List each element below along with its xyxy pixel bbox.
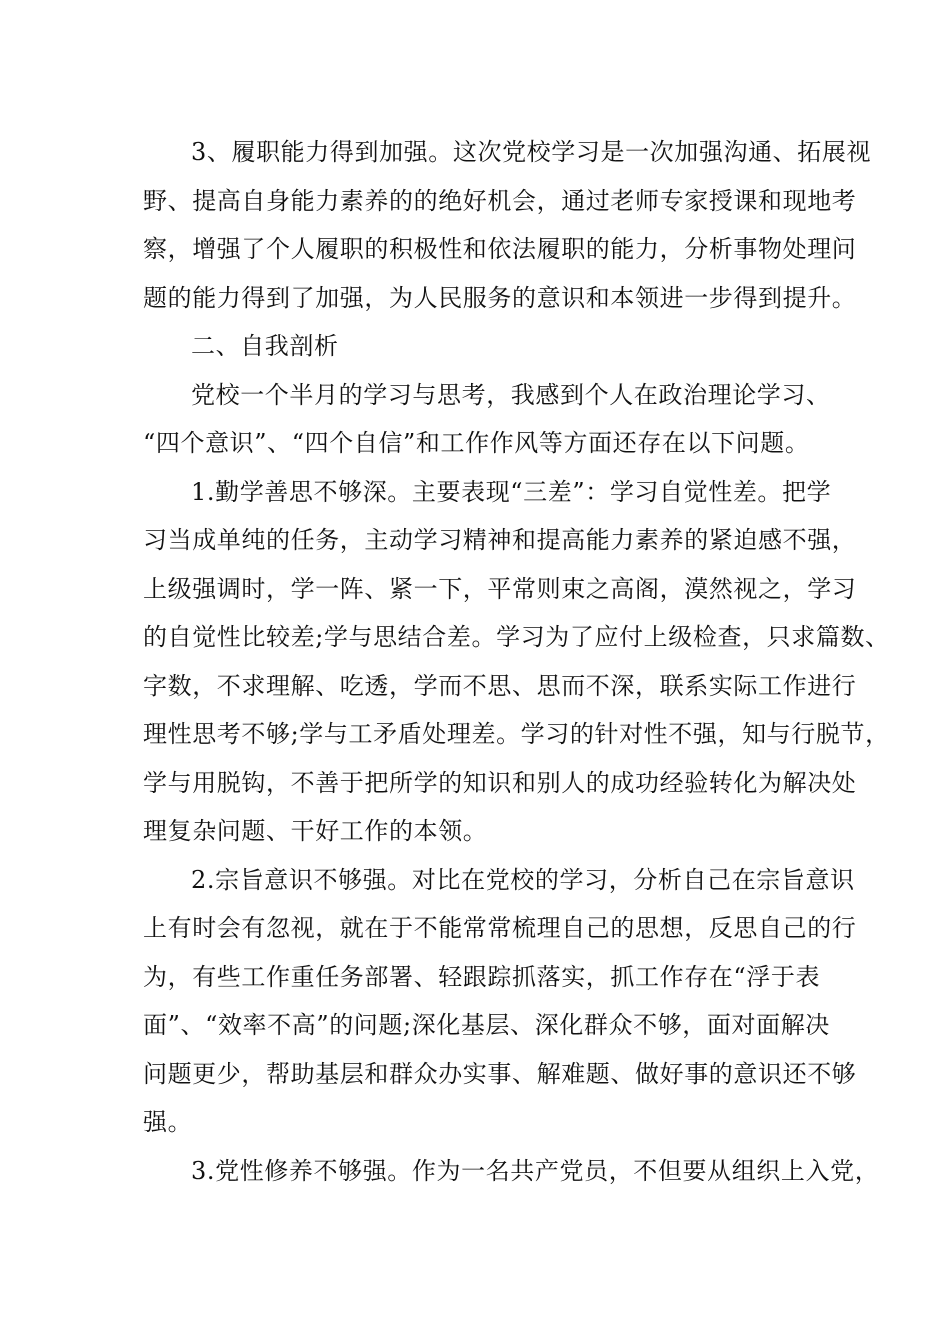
text-line: 理性思考不够;学与工矛盾处理差。学习的针对性不强，知与行脱节， xyxy=(143,720,890,748)
text-line: 上有时会有忽视，就在于不能常常梳理自己的思想，反思自己的行 xyxy=(143,914,857,942)
text-line: 的自觉性比较差;学与思结合差。学习为了应付上级检查，只求篇数、 xyxy=(143,623,890,651)
text-line: 理复杂问题、干好工作的本领。 xyxy=(143,817,488,845)
text-line: 察，增强了个人履职的积极性和依法履职的能力，分析事物处理问 xyxy=(143,235,857,263)
text-line: 强。 xyxy=(143,1108,193,1136)
text-line: 学与用脱钩，不善于把所学的知识和别人的成功经验转化为解决处 xyxy=(143,768,857,797)
paragraph-purpose xyxy=(143,856,857,1147)
document-body xyxy=(143,128,890,1195)
paragraph-party-spirit xyxy=(143,1147,880,1196)
paragraph-performance xyxy=(143,128,872,322)
text-line: 党校一个半月的学习与思考，我感到个人在政治理论学习、 xyxy=(191,380,831,409)
text-line: 问题更少，帮助基层和群众办实事、解难题、做好事的意识还不够 xyxy=(143,1059,857,1088)
text-line: 3、履职能力得到加强。这次党校学习是一次加强沟通、拓展视 xyxy=(191,138,872,166)
text-line: 上级强调时，学一阵、紧一下，平常则束之高阁，漠然视之，学习 xyxy=(143,574,857,603)
text-line: 字数，不求理解、吃透，学而不思、思而不深，联系实际工作进行 xyxy=(143,671,857,700)
paragraph-intro xyxy=(143,371,829,468)
text-line: 3.党性修养不够强。作为一名共产党员，不但要从组织上入党， xyxy=(191,1156,880,1185)
text-line: 面”、“效率不高”的问题;深化基层、深化群众不够，面对面解决 xyxy=(143,1011,830,1039)
paragraph-study xyxy=(143,468,890,856)
section-heading-self-analysis xyxy=(143,322,829,371)
text-line: 野、提高自身能力素养的的绝好机会，通过老师专家授课和现地考 xyxy=(143,186,857,215)
text-line: 二、自我剖析 xyxy=(191,332,339,360)
text-line: 为，有些工作重任务部署、轻跟踪抓落实，抓工作存在“浮于表 xyxy=(143,962,821,991)
text-line: “四个意识”、“四个自信”和工作作风等方面还存在以下问题。 xyxy=(143,429,810,457)
text-line: 题的能力得到了加强，为人民服务的意识和本领进一步得到提升。 xyxy=(143,283,857,312)
text-line: 1.勤学善思不够深。主要表现“三差”：学习自觉性差。把学 xyxy=(191,477,832,506)
text-line: 习当成单纯的任务，主动学习精神和提高能力素养的紧迫感不强， xyxy=(143,526,857,554)
text-line: 2.宗旨意识不够强。对比在党校的学习，分析自己在宗旨意识 xyxy=(191,865,855,894)
